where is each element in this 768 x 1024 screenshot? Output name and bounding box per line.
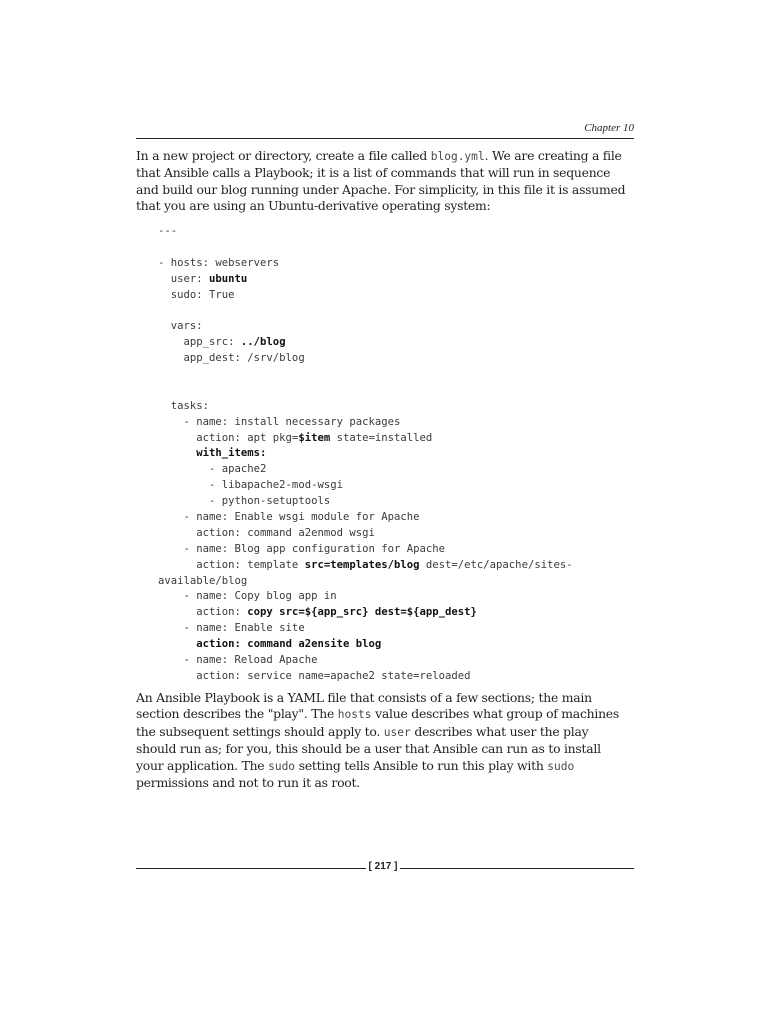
code-text: sudo: True <box>158 288 235 301</box>
code-line <box>158 605 634 621</box>
code-text: app_src: <box>158 336 241 349</box>
explanation-paragraph <box>136 690 628 791</box>
explanation-text: permissions and not to run it as root. <box>136 775 360 791</box>
code-text: app_dest: /srv/blog <box>158 352 305 365</box>
inline-code-filename: blog.yml <box>430 150 485 163</box>
code-line <box>158 335 634 351</box>
code-line <box>158 415 634 431</box>
code-text: - name: Reload Apache <box>158 654 318 667</box>
code-line <box>158 669 634 685</box>
code-line <box>158 351 634 367</box>
code-keyword: action: command a2ensite blog <box>196 638 382 651</box>
explanation-text: An Ansible Playbook is a YAML file that consists of a few sections; the main section describes the "play". The <box>136 690 592 722</box>
explanation-text: describes what user the play should run as; for you, this should be a user that Ansible can run as to install your application. The <box>136 723 601 773</box>
code-text: action: command a2enmod wsgi <box>158 526 375 539</box>
footer-rule-left <box>136 868 366 869</box>
code-text <box>158 638 196 650</box>
footer-rule-right <box>400 868 634 869</box>
code-line <box>158 621 634 637</box>
code-text: dest=/etc/apache/sites- <box>419 558 573 571</box>
code-line <box>158 272 634 288</box>
explanation-text: value describes what group of machines the subsequent settings should apply to. <box>136 706 619 739</box>
code-line <box>158 526 634 542</box>
header-rule <box>136 138 634 139</box>
intro-text-before: In a new project or directory, create a file called <box>136 148 431 163</box>
code-line <box>158 637 634 653</box>
code-text: - name: Enable wsgi module for Apache <box>158 511 420 524</box>
code-text: state=installed <box>330 431 433 444</box>
code-text: tasks: <box>158 399 210 412</box>
code-keyword: src=templates/blog <box>304 558 420 571</box>
intro-paragraph <box>136 148 628 215</box>
code-line <box>158 240 634 256</box>
code-text: action: <box>158 606 248 619</box>
code-keyword: ../blog <box>240 336 286 349</box>
explanation-text: setting tells Ansible to run this play with <box>295 757 548 773</box>
code-text <box>158 447 196 459</box>
code-text: - libapache2-mod-wsgi <box>158 479 343 492</box>
inline-code-sudo: sudo <box>268 759 296 773</box>
code-line <box>158 542 634 558</box>
code-text: user: <box>158 272 210 285</box>
code-line <box>158 462 634 478</box>
code-line <box>158 494 634 510</box>
code-text: --- <box>158 225 178 237</box>
code-line <box>158 288 634 304</box>
code-text: - name: Blog app configuration for Apache <box>158 542 446 555</box>
code-line <box>158 399 634 415</box>
code-text: vars: <box>158 320 203 333</box>
code-line <box>158 510 634 526</box>
code-text: - name: Enable site <box>158 622 305 635</box>
code-text: - apache2 <box>158 463 267 476</box>
code-line <box>158 574 634 590</box>
code-keyword: $item <box>298 431 331 444</box>
code-line <box>158 303 634 319</box>
code-line <box>158 589 634 605</box>
code-line <box>158 558 634 574</box>
code-text: - name: install necessary packages <box>158 415 401 428</box>
code-line <box>158 446 634 462</box>
code-text: action: service name=apache2 state=reloaded <box>158 669 471 682</box>
inline-code-sudo: sudo <box>547 759 575 773</box>
code-line <box>158 367 634 383</box>
code-line <box>158 478 634 494</box>
code-text: available/blog <box>158 574 248 587</box>
code-line <box>158 383 634 399</box>
code-keyword: with_items: <box>196 447 267 460</box>
code-line <box>158 653 634 669</box>
book-page <box>136 0 634 1024</box>
chapter-header: Chapter 10 <box>584 122 634 134</box>
page-number: [ 217 ] <box>368 861 398 872</box>
code-keyword: copy src=${app_src} dest=${app_dest} <box>247 606 477 619</box>
code-text: - name: Copy blog app in <box>158 590 337 603</box>
inline-code-user: user <box>383 725 411 739</box>
code-line <box>158 224 634 240</box>
code-keyword: ubuntu <box>209 272 248 285</box>
code-text: action: template <box>158 558 305 571</box>
code-block <box>158 224 634 685</box>
intro-text-after: . We are creating a file that Ansible calls a Playbook; it is a list of commands that will run in sequence and build our blog running under Apache. For simplicity, in this file it is assumed that you are using an Ubuntu-derivative operating system: <box>136 148 626 214</box>
code-line <box>158 256 634 272</box>
code-line <box>158 431 634 447</box>
inline-code-hosts: hosts <box>337 708 372 722</box>
code-text: - hosts: webservers <box>158 256 280 269</box>
code-line <box>158 319 634 335</box>
code-text: action: apt pkg= <box>158 431 299 444</box>
code-text: - python-setuptools <box>158 495 331 508</box>
